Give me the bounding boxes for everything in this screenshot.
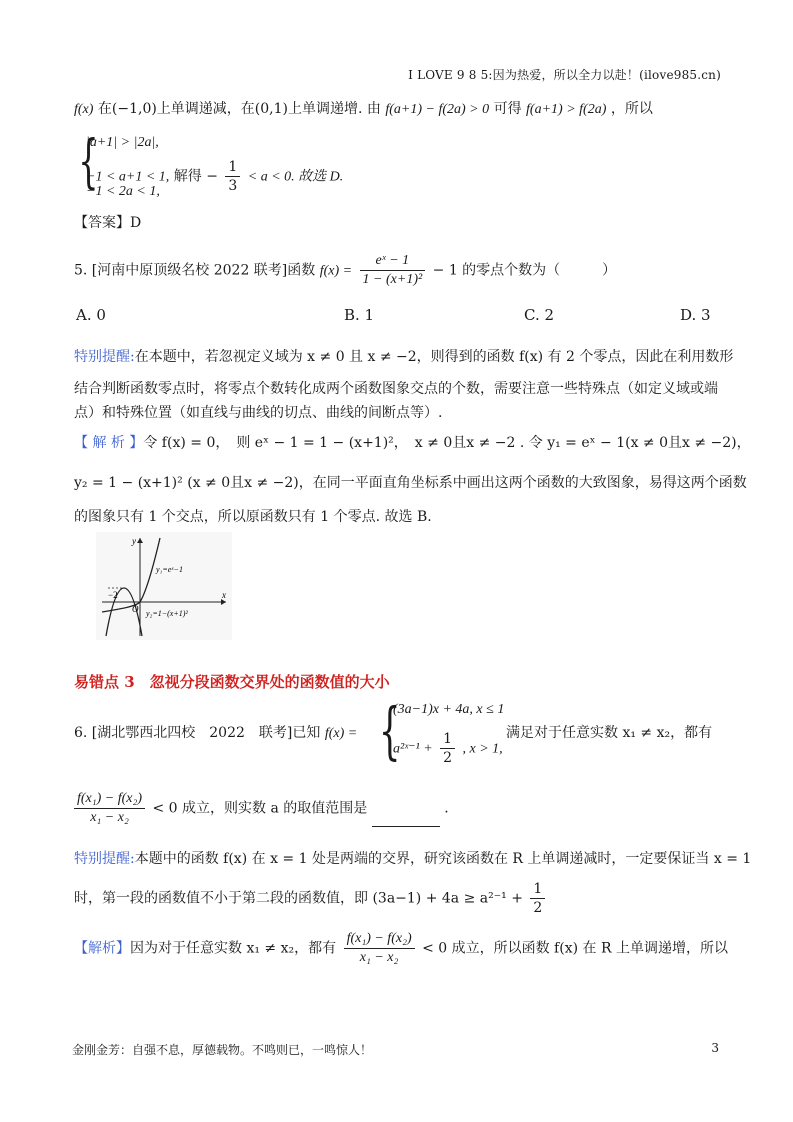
solution-label: 【 解 析 】 [74,435,144,451]
p4-line1: f(x) 在(−1,0)上单调递减，在(0,1)上单调递增. 由 f(a+1) − f(2a) > 0 可得 f(a+1) > f(2a) ，所以 [74,101,653,117]
page-number: 3 [711,1041,719,1055]
choice-b: B. 1 [344,306,375,324]
graph-neg2-label: −2 [108,590,118,600]
q5-tip-line3: 点）和特殊位置（如直线与曲线的切点、曲线的间断点等）. [74,405,443,421]
graph-origin-label: O [132,604,139,614]
q6-condition: $\frac{\text{f(x₁) − f(x₂)}}{\text{x₁ − x₂}}$ < 0 成立，则实数 a 的取值范围是 . [74,790,449,827]
footer-motto: 金刚金芳：自强不息，厚德载物。不鸣则已，一鸣惊人！ [72,1043,373,1057]
choice-c: C. 2 [524,306,555,324]
solution-label: 【解析】 [74,940,130,957]
q5-tip-line1: 特别提醒:在本题中，若忽视定义域为 x ≠ 0 且 x ≠ −2，则得到的函数 f(x) 有 2 个零点，因此在利用数形 [74,349,734,365]
choice-d: D. 3 [680,306,711,324]
q6-tip-line2: 时，第一段的函数值不小于第二段的函数值，即 (3a−1) + 4a ≥ a²⁻¹ + $\frac{1}{2}$ [74,880,548,917]
answer-blank[interactable] [372,812,440,827]
q6-tip-line1: 特别提醒:本题中的函数 f(x) 在 x = 1 处是两端的交界，研究该函数在 R 上单调递减时，一定要保证当 x = 1 [74,851,752,867]
system-row-2: −1 < a+1 < 1, 解得 − $\frac{1}{3}$ < a < 0. 故选 D. [86,159,344,194]
tip-label: 特别提醒: [74,349,135,365]
system-brace: { [78,127,99,195]
graph-background [96,532,232,640]
page-header: I LOVE 9 8 5:因为热爱，所以全力以赴！(ilove985.cn) [408,68,721,82]
tip-label: 特别提醒: [74,851,135,867]
section-heading: 易错点 3 忽视分段函数交界处的函数值的大小 [74,673,390,691]
piecewise-brace: { [378,694,401,767]
system-row-3: −1 < 2a < 1, [86,184,160,199]
answer-line: 【答案】D [74,215,142,231]
graph-y2-label: y₂=1−(x+1)² [146,609,188,618]
graph-y1-label: y₁=eˣ−1 [156,565,183,574]
choice-a: A. 0 [76,306,106,324]
piecewise-case-2: a²ˣ⁻¹ + $\frac{1}{2}$ , x > 1, [393,731,503,766]
graph-y-label: y [132,536,136,546]
q5-tip-line2: 结合判断函数零点时，将零点个数转化成两个函数图象交点的个数，需要注意一些特殊点（如定义域或端 [74,381,718,397]
q5-fraction: $\frac{\text{eˣ − 1}}{\text{1 − (x+1)²}}$ [360,252,426,289]
q5-stem: 5. [河南中原顶级名校 2022 联考]函数 f(x) = $\frac{\text{eˣ − 1}}{\text{1 − (x+1)²}}$ − 1 的零点个数为（ ） [74,253,617,287]
q6-stem-left: 6. [湖北鄂西北四校 2022 联考]已知 f(x) = [74,725,358,741]
q5-solution-line1: 【 解 析 】令 f(x) = 0， 则 eˣ − 1 = 1 − (x+1)²， x ≠ 0且x ≠ −2 . 令 y₁ = eˣ − 1(x ≠ 0且x ≠ −2)， [74,435,751,451]
piecewise-case-1: (3a−1)x + 4a, x ≤ 1 [393,702,505,717]
fraction-one-third: $\frac{1}{3}$ [225,158,240,195]
q5-solution-line2: y₂ = 1 − (x+1)² (x ≠ 0且x ≠ −2)，在同一平面直角坐标系中画出这两个函数的大致图象，易得这两个函数 [74,475,747,491]
q5-solution-line3: 的图象只有 1 个交点，所以原函数只有 1 个零点. 故选 B. [74,509,432,525]
graph-x-label: x [222,590,226,600]
system-row-1: |a+1| > |2a|, [86,135,159,150]
function-graph [96,532,232,640]
q6-solution-line: 【解析】因为对于任意实数 x₁ ≠ x₂，都有 $\frac{\text{f(x₁) − f(x₂)}}{\text{x₁ − x₂}}$ < 0 成立，所以函数 f(x) 在 R 上单调递增，所以 [74,931,728,965]
q6-stem-right: 满足对于任意实数 x₁ ≠ x₂，都有 [506,725,713,741]
